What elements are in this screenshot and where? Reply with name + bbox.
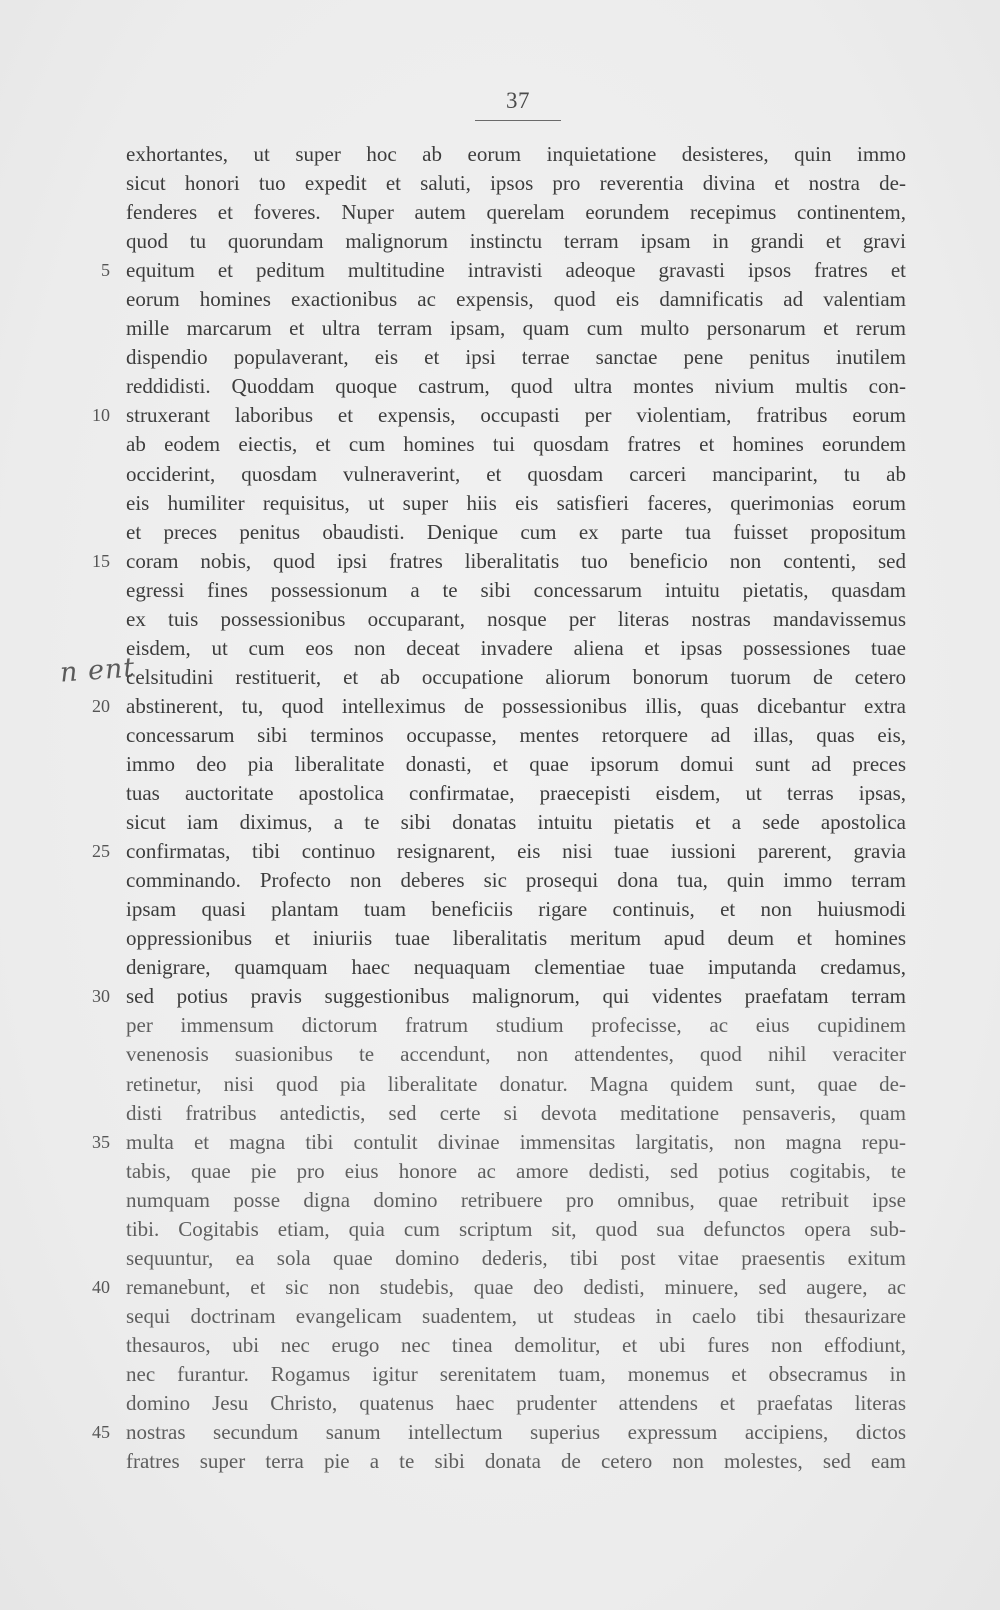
line-text: tuas auctoritate apostolica confirmatae, praecepisti eisdem, ut terras ipsas,	[126, 781, 906, 806]
line-text: disti fratribus antedictis, sed certe si devota meditatione pensaveris, quam	[126, 1100, 906, 1125]
text-line	[92, 837, 906, 866]
text-line	[126, 518, 906, 547]
line-number: 15	[92, 550, 110, 571]
line-text: reddidisti. Quoddam quoque castrum, quod ultra montes nivium multis con-	[126, 374, 906, 399]
line-text: comminando. Profecto non deberes sic prosequi dona tua, quin immo terram	[126, 868, 906, 893]
line-text: quod tu quorundam malignorum instinctu terram ipsam in grandi et gravi	[126, 229, 906, 254]
text-line	[126, 285, 906, 314]
text-line	[126, 1070, 906, 1099]
text-line	[126, 924, 906, 953]
line-text: mille marcarum et ultra terram ipsam, quam cum multo personarum et rerum	[126, 316, 906, 341]
line-text: denigrare, quamquam haec nequaquam clementiae tuae imputanda credamus,	[126, 955, 906, 980]
text-line	[126, 605, 906, 634]
line-text: concessarum sibi terminos occupasse, mentes retorquere ad illas, quas eis,	[126, 722, 906, 747]
page-number-underline	[475, 120, 561, 121]
line-text: retinetur, nisi quod pia liberalitate donatur. Magna quidem sunt, quae de-	[126, 1071, 906, 1096]
line-text: equitum et peditum multitudine intravisti adeoque gravasti ipsos fratres et	[126, 258, 906, 283]
line-text: tibi. Cogitabis etiam, quia cum scriptum sit, quod sua defunctos opera sub-	[126, 1216, 906, 1241]
text-line	[126, 460, 906, 489]
line-text: remanebunt, et sic non studebis, quae deo dedisti, minuere, sed augere, ac	[126, 1274, 906, 1299]
text-line	[126, 140, 906, 169]
line-text: fenderes et foveres. Nuper autem querelam eorundem recepimus continentem,	[126, 200, 906, 225]
line-text: et preces penitus obaudisti. Denique cum ex parte tua fuisset propositum	[126, 519, 906, 544]
line-text: eorum homines exactionibus ac expensis, quod eis damnificatis ad valentiam	[126, 287, 906, 312]
line-number: 40	[92, 1276, 110, 1297]
text-line	[126, 895, 906, 924]
text-line	[126, 1447, 906, 1476]
line-text: immo deo pia liberalitate donasti, et quae ipsorum domui sunt ad preces	[126, 751, 906, 776]
text-line	[126, 721, 906, 750]
page-number: 37	[506, 88, 530, 113]
text-line	[126, 343, 906, 372]
line-text: multa et magna tibi contulit divinae immensitas largitatis, non magna repu-	[126, 1129, 906, 1154]
text-line	[126, 1215, 906, 1244]
line-text: venenosis suasionibus te accendunt, non attendentes, quod nihil veraciter	[126, 1042, 906, 1067]
line-text: exhortantes, ut super hoc ab eorum inquietatione desisteres, quin immo	[126, 142, 906, 166]
line-text: sequuntur, ea sola quae domino dederis, tibi post vitae praesentis exitum	[126, 1245, 906, 1270]
text-line	[126, 866, 906, 895]
text-line	[126, 314, 906, 343]
text-line	[126, 1302, 906, 1331]
line-text: fratres super terra pie a te sibi donata de cetero non molestes, sed eam	[126, 1449, 906, 1474]
line-text: oppressionibus et iniuriis tuae liberalitatis meritum apud deum et homines	[126, 926, 906, 951]
text-line	[92, 1128, 906, 1157]
line-text: sed potius pravis suggestionibus malignorum, qui videntes praefatam terram	[126, 984, 906, 1009]
text-line	[92, 547, 906, 576]
line-number: 20	[92, 695, 110, 716]
text-line	[126, 663, 906, 692]
line-text: numquam posse digna domino retribuere pro omnibus, quae retribuit ipse	[126, 1187, 906, 1212]
text-line	[126, 576, 906, 605]
text-line	[126, 1244, 906, 1273]
line-text: abstinerent, tu, quod intelleximus de possessionibus illis, quas dicebantur extra	[126, 693, 906, 718]
line-text: sicut honori tuo expedit et saluti, ipsos pro reverentia divina et nostra de-	[126, 171, 906, 196]
text-line	[126, 1011, 906, 1040]
line-text: eisdem, ut cum eos non deceat invadere aliena et ipsas possessiones tuae	[126, 635, 906, 660]
line-text: sequi doctrinam evangelicam suadentem, ut studeas in caelo tibi thesaurizare	[126, 1303, 906, 1328]
line-text: tabis, quae pie pro eius honore ac amore dedisti, sed potius cogitabis, te	[126, 1158, 906, 1183]
line-number: 10	[92, 405, 110, 426]
text-line	[126, 430, 906, 459]
text-line	[126, 1040, 906, 1069]
text-line	[92, 692, 906, 721]
handwritten-margin-note: n ent	[59, 652, 137, 689]
text-line	[126, 1389, 906, 1418]
text-line	[126, 1157, 906, 1186]
text-line	[126, 227, 906, 256]
line-text: ipsam quasi plantam tuam beneficiis rigare continuis, et non huiusmodi	[126, 897, 906, 922]
line-text: dispendio populaverant, eis et ipsi terrae sanctae pene penitus inutilem	[126, 345, 906, 370]
line-text: nostras secundum sanum intellectum superius expressum accipiens, dictos	[126, 1420, 906, 1445]
text-line	[126, 808, 906, 837]
line-text: per immensum dictorum fratrum studium profecisse, ac eius cupidinem	[126, 1013, 906, 1038]
text-line	[92, 1273, 906, 1302]
line-text: sicut iam diximus, a te sibi donatas intuitu pietatis et a sede apostolica	[126, 810, 906, 835]
text-line	[126, 1186, 906, 1215]
line-text: ab eodem eiectis, et cum homines tui quosdam fratres et homines eorundem	[126, 432, 906, 457]
line-number: 30	[92, 986, 110, 1007]
text-line	[126, 372, 906, 401]
line-text: coram nobis, quod ipsi fratres liberalitatis tuo beneficio non contenti, sed	[126, 548, 906, 573]
text-line	[126, 750, 906, 779]
text-line	[92, 401, 906, 430]
text-line	[126, 1099, 906, 1128]
text-line	[92, 1418, 906, 1447]
line-text: eis humiliter requisitus, ut super hiis eis satisfieri faceres, querimonias eorum	[126, 490, 906, 515]
line-text: thesauros, ubi nec erugo nec tinea demolitur, et ubi fures non effodiunt,	[126, 1332, 906, 1357]
line-text: struxerant laboribus et expensis, occupasti per violentiam, fratribus eorum	[126, 403, 906, 428]
line-number: 25	[92, 841, 110, 862]
text-line	[92, 982, 906, 1011]
line-text: nec furantur. Rogamus igitur serenitatem tuam, monemus et obsecramus in	[126, 1361, 906, 1386]
text-line	[126, 779, 906, 808]
text-line	[126, 634, 906, 663]
line-text: occiderint, quosdam vulneraverint, et quosdam carceri manciparint, tu ab	[126, 461, 906, 486]
text-line	[101, 256, 906, 285]
line-text: confirmatas, tibi continuo resignarent, eis nisi tuae iussioni parerent, gravia	[126, 839, 906, 864]
text-line	[126, 1331, 906, 1360]
line-text: egressi fines possessionum a te sibi concessarum intuitu pietatis, quasdam	[126, 577, 906, 602]
line-text: domino Jesu Christo, quatenus haec prudenter attendens et praefatas literas	[126, 1391, 906, 1416]
text-line	[126, 953, 906, 982]
text-line	[126, 1360, 906, 1389]
line-text: celsitudini restituerit, et ab occupatione aliorum bonorum tuorum de cetero	[126, 664, 906, 689]
text-line	[126, 489, 906, 518]
body-text	[92, 140, 906, 1476]
text-line	[126, 169, 906, 198]
line-text: ex tuis possessionibus occuparant, nosque per literas nostras mandavissemus	[126, 606, 906, 631]
line-number: 45	[92, 1422, 110, 1443]
line-number: 35	[92, 1131, 110, 1152]
line-number: 5	[101, 260, 110, 281]
text-line	[126, 198, 906, 227]
